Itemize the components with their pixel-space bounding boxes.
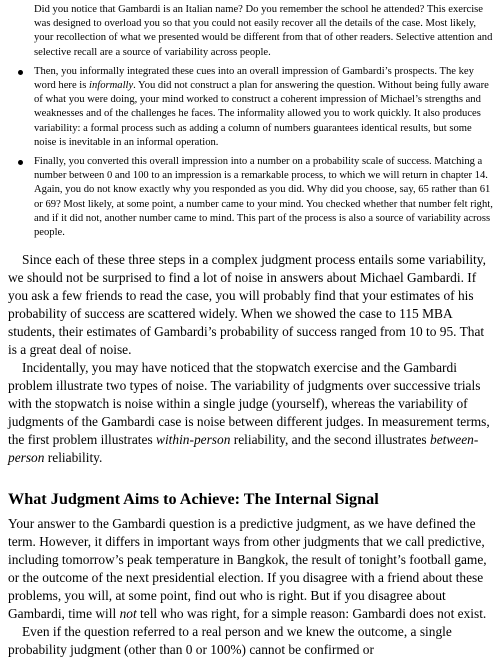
bullet-item-probability-scale: Finally, you converted this overall impression into a number on a probability scale of success. Matching a number between 0 and 100 to an impression is a remarkable process, to which we will return in chapter 14. Again, you do not know exactly why you responded as you did. Why did you choose, say, 65 rather than 61 or 69? Most likely, at some point, a number came to your mind. You checked whether that number felt right, and if it did not, another number came to mind. This part of the process is also a source of variability across people. <box>8 155 494 240</box>
emphasis-between-person: between-person <box>8 432 479 466</box>
emphasis-within-person: within-person <box>156 432 231 448</box>
main-text <box>8 251 494 659</box>
body-paragraph: Since each of these three steps in a complex judgment process entails some variability, we should not be surprised to find a lot of noise in answers about Michael Gambardi. If you ask a few friends to read the case, you will probably find that your estimates of his probability of success are scattered widely. When we showed the case to 115 MBA students, their estimates of Gambardi’s probability of success ranged from 10 to 95. That is a great deal of noise. <box>8 252 486 358</box>
bullet-dot-icon <box>18 70 23 75</box>
exercise-notes <box>8 0 494 240</box>
intro-paragraph <box>8 0 494 60</box>
intro-text: Did you notice that Gambardi is an Italian name? Do you remember the school he attended? This exercise was designed to overload you so that you could not easily recover all the details of the case. Most likely, your recollection of what we presented would be different from that of other readers. Selective attention and selective recall are a source of variability across people. <box>34 4 493 58</box>
emphasis-informally: informally <box>89 80 134 92</box>
section-heading: What Judgment Aims to Achieve: The Internal Signal <box>8 490 379 509</box>
bullet-dot-icon <box>18 160 23 165</box>
emphasis-not: not <box>119 606 137 622</box>
bullet-item-informal-integration: Then, you informally integrated these cues into an overall impression of Gambardi’s prospects. The key word here is informally. You did not construct a plan for answering the question. Without being fully aware of what you were doing, your mind worked to construct a coherent impression of Michael’s strengths and weaknesses and of the challenges he faces. The informality allowed you to work quickly. It also produces variability: a formal process such as adding a column of numbers guarantees identical results, but some noise is inevitable in an informal operation. <box>8 65 494 150</box>
body-paragraph: Incidentally, you may have noticed that the stopwatch exercise and the Gambardi problem illustrate two types of noise. The variability of judgments over successive trials with the stopwatch is noise within a single judge (yourself), whereas the variability of judgments of the Gambardi case is noise between different judges. In measurement terms, the first problem illustrates within-person reliability, and the second illustrates between-person reliability. <box>8 360 490 466</box>
bullet-list <box>8 65 494 240</box>
book-page <box>8 0 494 659</box>
section-paragraph: Even if the question referred to a real person and we knew the outcome, a single probability judgment (other than 0 or 100%) cannot be confirmed or <box>8 624 452 658</box>
section-paragraph: Your answer to the Gambardi question is a predictive judgment, as we have defined the term. However, it differs in important ways from other judgments that we call predictive, including tomorrow’s peak temperature in Bangkok, the result of tonight’s football game, or the outcome of the next presidential election. If you disagree with a friend about these problems, you will, at some point, find out who is right. But if you disagree about Gambardi, time will not tell who was right, for a simple reason: Gambardi does not exist. <box>8 516 487 622</box>
